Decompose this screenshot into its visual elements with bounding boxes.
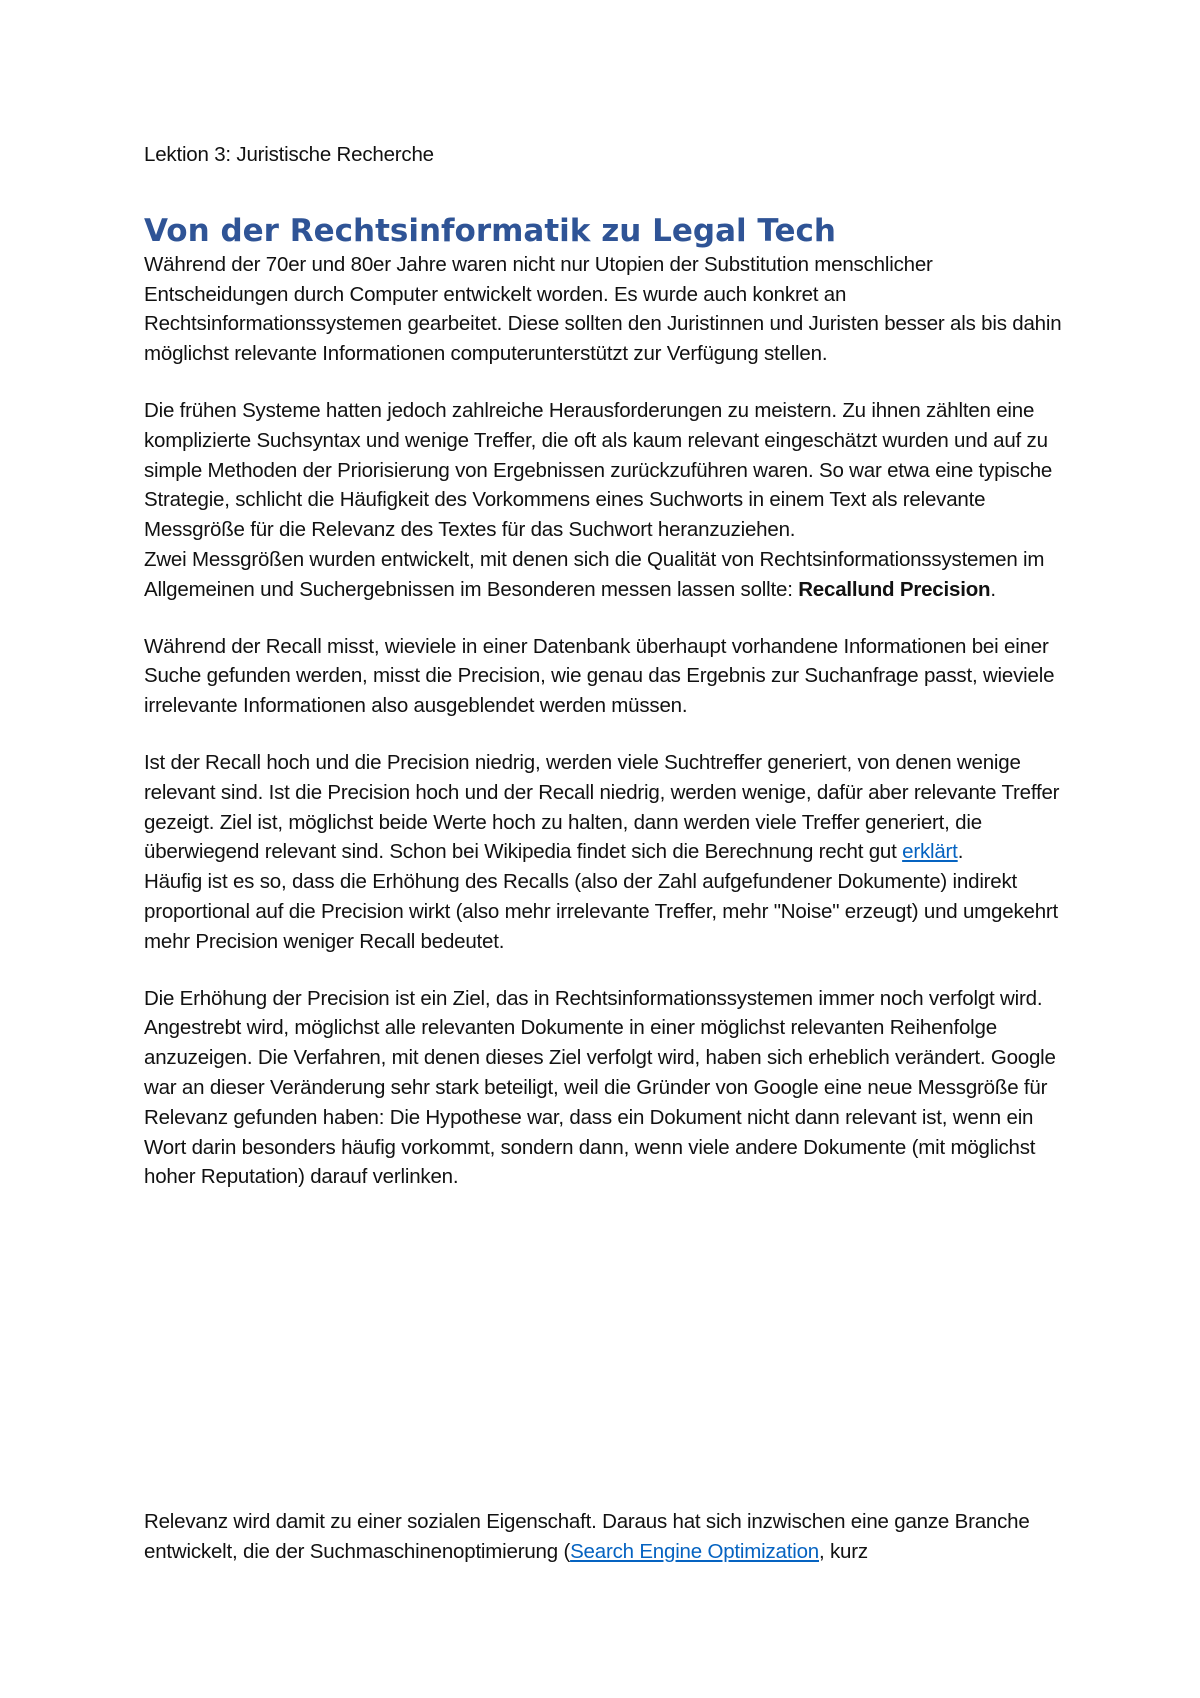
paragraph-3-end: . [990,577,996,601]
paragraph-3-text: Zwei Messgrößen wurden entwickelt, mit denen sich die Qualität von Rechtsinformationssystemen im Allgemeinen und Suchergebnissen im Besonderen messen lassen sollte: [144,547,1045,601]
seo-link[interactable]: Search Engine Optimization [570,1539,819,1563]
lesson-title: Lektion 3: Juristische Recherche [144,143,434,166]
paragraph-5-end: . [957,840,964,864]
document-body-continued [144,1507,1074,1567]
recall-precision-bold: Recallund Precision [798,577,991,601]
paragraph-5 [144,748,1074,867]
paragraph-8-end: , kurz [819,1539,868,1563]
paragraph-3 [144,545,1074,605]
paragraph-1: Während der 70er und 80er Jahre waren nicht nur Utopien der Substitution menschlicher Entscheidungen durch Computer entwickelt worden. Es wurde auch konkret an Rechtsinformationssystemen gearbeitet. Diese sollten den Juristinnen und Juristen besser als bis dahin möglichst relevante Informationen computerunterstützt zur Verfügung stellen. [144,252,1062,366]
paragraph-2: Die frühen Systeme hatten jedoch zahlreiche Herausforderungen zu meistern. Zu ihnen zählten eine komplizierte Suchsyntax und wenige Treffer, die oft als kaum relevant eingeschätzt wurden und auf zu simple Methoden der Priorisierung von Ergebnissen zurückzuführen waren. So war etwa eine typische Strategie, schlicht die Häufigkeit des Vorkommens eines Suchworts in einem Text als relevante Messgröße für die Relevanz des Textes für das Suchwort heranzuziehen. [144,398,1053,542]
paragraph-8-text: Relevanz wird damit zu einer sozialen Eigenschaft. Daraus hat sich inzwischen eine ganze Branche entwickelt, die der Suchmaschinenoptimierung ( [144,1510,1030,1563]
paragraph-8 [144,1507,1074,1567]
document-body [144,140,1074,1192]
section-heading: Von der Rechtsinformatik zu Legal Tech [144,212,836,249]
paragraph-6: Häufig ist es so, dass die Erhöhung des Recalls (also der Zahl aufgefundener Dokumente) indirekt proportional auf die Precision wirkt (also mehr irrelevante Treffer, mehr "Noise" erzeugt) und umgekehrt mehr Precision weniger Recall bedeutet. [144,870,1059,953]
paragraph-5-text: Ist der Recall hoch und die Precision niedrig, werden viele Suchtreffer generiert, von denen wenige relevant sind. Ist die Precision hoch und der Recall niedrig, werden wenige, dafür aber relevante Treffer gezeigt. Ziel ist, möglichst beide Werte hoch zu halten, dann werden viele Treffer generiert, die überwiegend relevant sind. Schon bei Wikipedia findet sich die Berechnung recht gut [144,750,1060,864]
paragraph-4: Während der Recall misst, wieviele in einer Datenbank überhaupt vorhandene Informationen bei einer Suche gefunden werden, misst die Precision, wie genau das Ergebnis zur Suchanfrage passt, wieviele irrelevante Informationen also ausgeblendet werden müssen. [144,634,1055,718]
paragraph-7: Die Erhöhung der Precision ist ein Ziel, das in Rechtsinformationssystemen immer noch verfolgt wird. Angestrebt wird, möglichst alle relevanten Dokumente in einer möglichst relevanten Reihenfolge anzuzeigen. Die Verfahren, mit denen dieses Ziel verfolgt wird, haben sich erheblich verändert. Google war an dieser Veränderung sehr stark beteiligt, weil die Gründer von Google eine neue Messgröße für Relevanz gefunden haben: Die Hypothese war, dass ein Dokument nicht dann relevant ist, wenn ein Wort darin besonders häufig vorkommt, sondern dann, wenn viele andere Dokumente (mit möglichst hoher Reputation) darauf verlinken. [144,986,1056,1189]
wikipedia-link[interactable]: erklärt [902,840,958,864]
